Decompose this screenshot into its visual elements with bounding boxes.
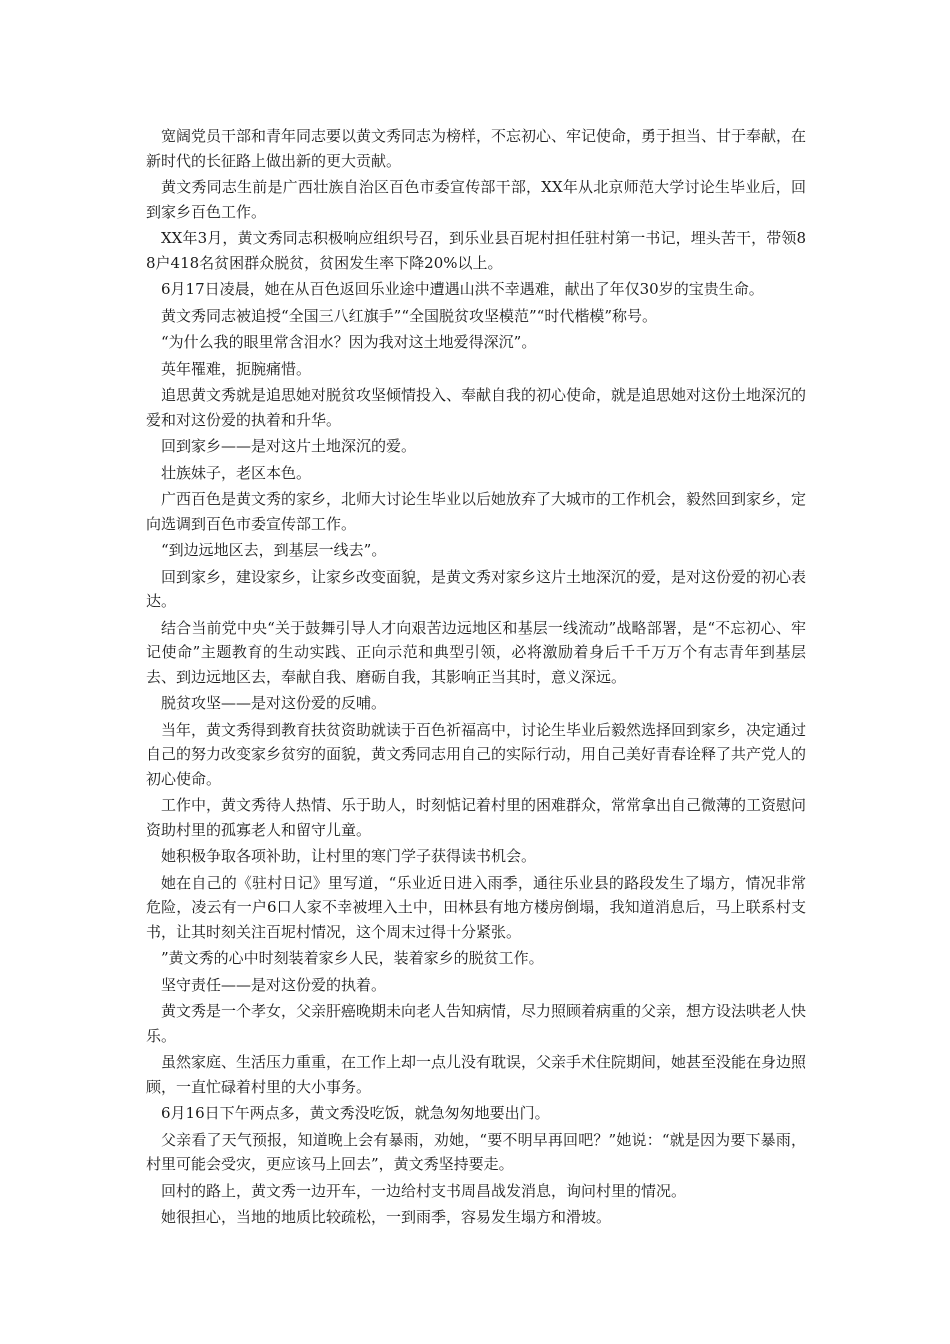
paragraph: 虽然家庭、生活压力重重，在工作上却一点儿没有耽误，父亲手术住院期间，她甚至没能在身边照顾，一直忙碌着村里的大小事务。: [146, 1053, 807, 1096]
paragraph: 她积极争取各项补助，让村里的寒门学子获得读书机会。: [161, 847, 537, 865]
paragraph: 结合当前党中央“关于鼓舞引导人才向艰苦边远地区和基层一线流动”战略部署，是“不忘初心、牢记使命”主题教育的生动实践、正向示范和典型引领，必将激励着身后千千万万个有志青年到基层去、到边远地区去，奉献自我、磨砺自我，其影响正当其时，意义深远。: [146, 618, 806, 686]
paragraph: 回村的路上，黄文秀一边开车，一边给村支书周昌战发消息，询问村里的情况。: [161, 1181, 687, 1200]
paragraph: 广西百色是黄文秀的家乡，北师大讨论生毕业以后她放弃了大城市的工作机会，毅然回到家乡，定向选调到百色市委宣传部工作。: [146, 490, 807, 533]
paragraph: 父亲看了天气预报，知道晚上会有暴雨，劝她，“要不明早再回吧？”她说：“就是因为要下暴雨，村里可能会受灾，更应该马上回去”，黄文秀坚持要走。: [146, 1130, 806, 1173]
paragraph: 黄文秀同志被追授“全国三八红旗手”“全国脱贫攻坚模范”“时代楷模”称号。: [161, 306, 658, 325]
paragraph: 黄文秀同志生前是广西壮族自治区百色市委宣传部干部，XX年从北京师范大学讨论生毕业后，回到家乡百色工作。: [146, 178, 806, 221]
paragraph: ”黄文秀的心中时刻装着家乡人民，装着家乡的脱贫工作。: [161, 949, 544, 967]
paragraph: 宽阔党员干部和青年同志要以黄文秀同志为榜样，不忘初心、牢记使命，勇于担当、甘于奉献，在新时代的长征路上做出新的更大贡献。: [146, 127, 807, 170]
paragraph: 6月16日下午两点多，黄文秀没吃饭，就急匆匆地要出门。: [161, 1104, 550, 1122]
paragraph: XX年3月，黄文秀同志积极响应组织号召，到乐业县百坭村担任驻村第一书记，埋头苦干，带领88户418名贫困群众脱贫，贫困发生率下降20%以上。: [146, 229, 806, 272]
paragraph: 追思黄文秀就是追思她对脱贫攻坚倾情投入、奉献自我的初心使命，就是追思她对这份土地深沉的爱和对这份爱的执着和升华。: [146, 386, 807, 429]
section-heading: 坚守责任——是对这份爱的执着。: [161, 975, 387, 994]
paragraph: “为什么我的眼里常含泪水？因为我对这土地爱得深沉”。: [161, 333, 537, 351]
paragraph: 6月17日凌晨，她在从百色返回乐业途中遭遇山洪不幸遇难，献出了年仅30岁的宝贵生命。: [161, 280, 764, 298]
paragraph: 壮族妹子，老区本色。: [161, 463, 312, 482]
section-heading: 回到家乡——是对这片土地深沉的爱。: [161, 437, 417, 455]
paragraph: 英年罹难，扼腕痛惜。: [161, 359, 312, 378]
section-heading: 脱贫攻坚——是对这份爱的反哺。: [161, 694, 387, 712]
paragraph: “到边远地区去，到基层一线去”。: [161, 541, 387, 559]
paragraph: 回到家乡，建设家乡，让家乡改变面貌，是黄文秀对家乡这片土地深沉的爱，是对这份爱的初心表达。: [146, 567, 807, 610]
document-body: [146, 124, 806, 1232]
paragraph: 当年，黄文秀得到教育扶贫资助就读于百色祈福高中，讨论生毕业后毅然选择回到家乡，决定通过自己的努力改变家乡贫穷的面貌，黄文秀同志用自己的实际行动，用自己美好青春诠释了共产党人的初心使命。: [146, 720, 807, 788]
paragraph: 她很担心，当地的地质比较疏松，一到雨季，容易发生塌方和滑坡。: [161, 1208, 612, 1226]
paragraph: 工作中，黄文秀待人热情、乐于助人，时刻惦记着村里的困难群众，常常拿出自己微薄的工资慰问资助村里的孤寡老人和留守儿童。: [146, 796, 807, 839]
paragraph: 黄文秀是一个孝女，父亲肝癌晚期未向老人告知病情，尽力照顾着病重的父亲，想方设法哄老人快乐。: [146, 1002, 807, 1045]
paragraph: 她在自己的《驻村日记》里写道，“乐业近日进入雨季，通往乐业县的路段发生了塌方，情况非常危险，凌云有一户6口人家不幸被埋入土中，田林县有地方楼房倒塌，我知道消息后，马上联系村支书，让其时刻关注百坭村情况，这个周末过得十分紧张。: [146, 873, 806, 941]
